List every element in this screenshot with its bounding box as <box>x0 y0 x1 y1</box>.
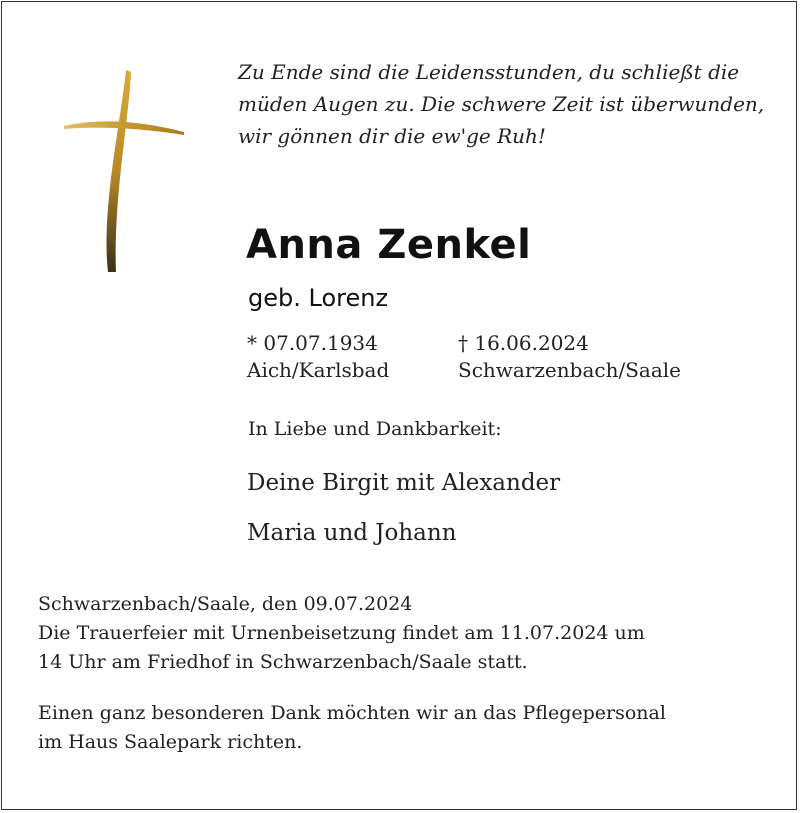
cross-icon <box>60 68 188 274</box>
birth-place: Aich/Karlsbad <box>247 358 390 382</box>
funeral-info-line: 14 Uhr am Friedhof in Schwarzenbach/Saale statt. <box>38 651 528 673</box>
dedication: In Liebe und Dankbarkeit: <box>248 418 502 440</box>
verse-line: wir gönnen dir die ew'ge Ruh! <box>238 124 546 148</box>
mourner-line: Deine Birgit mit Alexander <box>247 470 561 496</box>
funeral-info-line: Die Trauerfeier mit Urnenbeisetzung findet am 11.07.2024 um <box>38 622 645 644</box>
birth-info <box>247 330 389 384</box>
death-place: Schwarzenbach/Saale <box>458 358 681 382</box>
deceased-name: Anna Zenkel <box>246 222 532 268</box>
death-date: † 16.06.2024 <box>458 331 589 355</box>
place-date: Schwarzenbach/Saale, den 09.07.2024 <box>38 593 413 615</box>
thanks-line: Einen ganz besonderen Dank möchten wir an das Pflegepersonal <box>38 702 666 724</box>
maiden-name: geb. Lorenz <box>248 284 389 312</box>
birth-date: * 07.07.1934 <box>247 331 378 355</box>
verse-line: Zu Ende sind die Leidensstunden, du schließt die <box>238 60 740 84</box>
mourner-line: Maria und Johann <box>247 520 457 546</box>
spacer <box>38 677 778 699</box>
death-info <box>458 330 681 384</box>
verse-line: müden Augen zu. Die schwere Zeit ist überwunden, <box>238 92 765 116</box>
verse <box>238 56 778 152</box>
footer <box>38 590 778 757</box>
thanks-line: im Haus Saalepark richten. <box>38 731 303 753</box>
